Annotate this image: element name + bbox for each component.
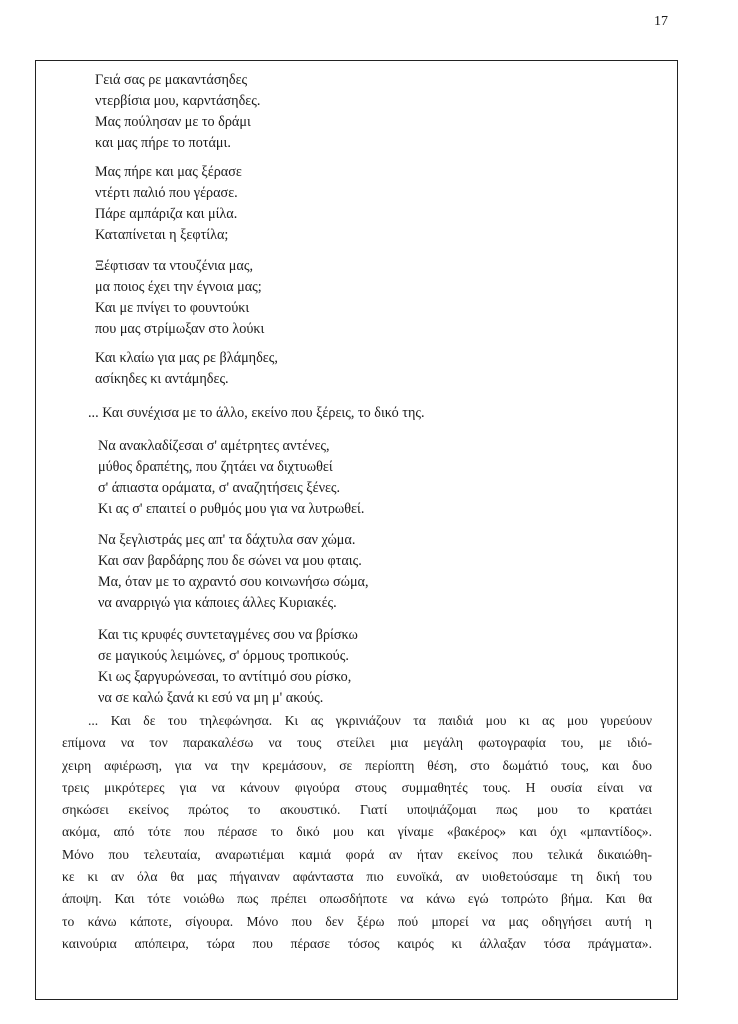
verse-line: Κι ως ξαργυρώνεσαι, το αντίτιμό σου ρίσκο, bbox=[98, 669, 352, 685]
verse-line: Και με πνίγει το φουντούκι bbox=[95, 300, 250, 316]
prose-line: τρεις μικρότερες για να κάνουν φιγούρα στους συμμαθητές τους. Η ουσία είναι να bbox=[62, 779, 652, 795]
verse-line: και μας πήρε το ποτάμι. bbox=[95, 135, 231, 151]
verse-line: ντερβίσια μου, καρντάσηδες. bbox=[95, 93, 261, 109]
prose-line: το κάνω κάποτε, σίγουρα. Μόνο που δεν ξέρω πού μπορεί να μας οδηγήσει αυτή η bbox=[62, 913, 652, 929]
verse-line: Να ξεγλιστράς μες απ' τα δάχτυλα σαν χώμα. bbox=[98, 532, 356, 548]
verse-line: μύθος δραπέτης, που ζητάει να διχτυωθεί bbox=[98, 459, 333, 475]
poem-stanza-2 bbox=[95, 162, 242, 246]
poem-stanza-3 bbox=[95, 256, 264, 340]
prose-line: κε κι αν όλα θα μας πήγαιναν αφάνταστα πιο ευνοϊκά, αν υιοθετούσαμε τη δική του bbox=[62, 869, 652, 885]
verse-line: Γειά σας ρε μακαντάσηδες bbox=[95, 72, 248, 88]
verse-line: Μας πήρε και μας ξέρασε bbox=[95, 164, 242, 180]
prose-paragraph bbox=[62, 710, 652, 955]
poem-stanza-1 bbox=[95, 70, 260, 154]
verse-line: Να ανακλαδίζεσαι σ' αμέτρητες αντένες, bbox=[98, 438, 330, 454]
verse-line: ντέρτι παλιό που γέρασε. bbox=[95, 185, 238, 201]
verse-line: να σε καλώ ξανά κι εσύ να μη μ' ακούς. bbox=[98, 690, 324, 706]
prose-line: ακόμα, από τότε που πέρασε το δικό μου και γίναμε «βακέρος» και όχι «μπαντίδος». bbox=[62, 824, 652, 840]
verse-line: Μας πούλησαν με το δράμι bbox=[95, 114, 251, 130]
verse-line: σε μαγικούς λειμώνες, σ' όρμους τροπικούς. bbox=[98, 648, 349, 664]
verse-line: Ξέφτισαν τα ντουζένια μας, bbox=[95, 258, 253, 274]
verse-line: ασίκηδες κι αντάμηδες. bbox=[95, 371, 229, 387]
verse-line: Κι ας σ' επαιτεί ο ρυθμός μου για να λυτρωθεί. bbox=[98, 501, 365, 517]
second-poem-stanza-1 bbox=[98, 436, 364, 520]
second-poem-stanza-2 bbox=[98, 530, 369, 614]
prose-line: Μόνο που τελευταία, αναρωτιέμαι καμιά φορά αν ήταν εκείνος που τελικά δικαιώθη- bbox=[62, 846, 652, 862]
transition-line bbox=[88, 403, 425, 424]
prose-line: άποψη. Και τότε νοιώθω πως πρέπει οπωσδήποτε να κάνω εγώ τοπρώτο βήμα. Και θα bbox=[62, 891, 652, 907]
verse-line: μα ποιος έχει την έγνοια μας; bbox=[95, 279, 262, 295]
verse-line: Μα, όταν με το αχραντό σου κοινωνήσω σώμα, bbox=[98, 574, 369, 590]
transition-text: ... Και συνέχισα με το άλλο, εκείνο που ξέρεις, το δικό της. bbox=[88, 405, 425, 421]
second-poem-stanza-3 bbox=[98, 625, 358, 709]
prose-line: ... Και δε του τηλεφώνησα. Κι ας γκρινιάζουν τα παιδιά μου κι ας μου γυρεύουν bbox=[88, 713, 652, 728]
verse-line: που μας στρίμωξαν στο λούκι bbox=[95, 321, 265, 337]
verse-line: Και σαν βαρδάρης που δε σώνει να μου φταις. bbox=[98, 553, 362, 569]
verse-line: να αναρριγώ για κάποιες άλλες Κυριακές. bbox=[98, 595, 337, 611]
page-number: 17 bbox=[654, 14, 668, 29]
prose-line: χειρη αφιέρωση, για να την κρεμάσουν, σε περίοπτη θέση, στο δωμάτιό τους, και δυο bbox=[62, 757, 652, 773]
prose-line: σηκώσει εκείνος πρώτος το ακουστικό. Γιατί υποψιάζομαι πως μου το κρατάει bbox=[62, 802, 652, 818]
verse-line: Και τις κρυφές συντεταγμένες σου να βρίσκω bbox=[98, 627, 358, 643]
verse-line: Και κλαίω για μας ρε βλάμηδες, bbox=[95, 350, 278, 366]
verse-line: σ' άπιαστα οράματα, σ' αναζητήσεις ξένες. bbox=[98, 480, 341, 496]
prose-line: καινούρια απόπειρα, τώρα που πέρασε τόσος καιρός κι άλλαξαν τόσα πράγματα». bbox=[62, 935, 652, 951]
poem-stanza-4 bbox=[95, 348, 278, 390]
verse-line: Καταπίνεται η ξεφτίλα; bbox=[95, 227, 229, 243]
prose-line: επίμονα να τον παρακαλέσω να τους στείλει μια μεγάλη φωτογραφία του, με ιδιό- bbox=[62, 735, 652, 751]
verse-line: Πάρε αμπάριζα και μίλα. bbox=[95, 206, 238, 222]
